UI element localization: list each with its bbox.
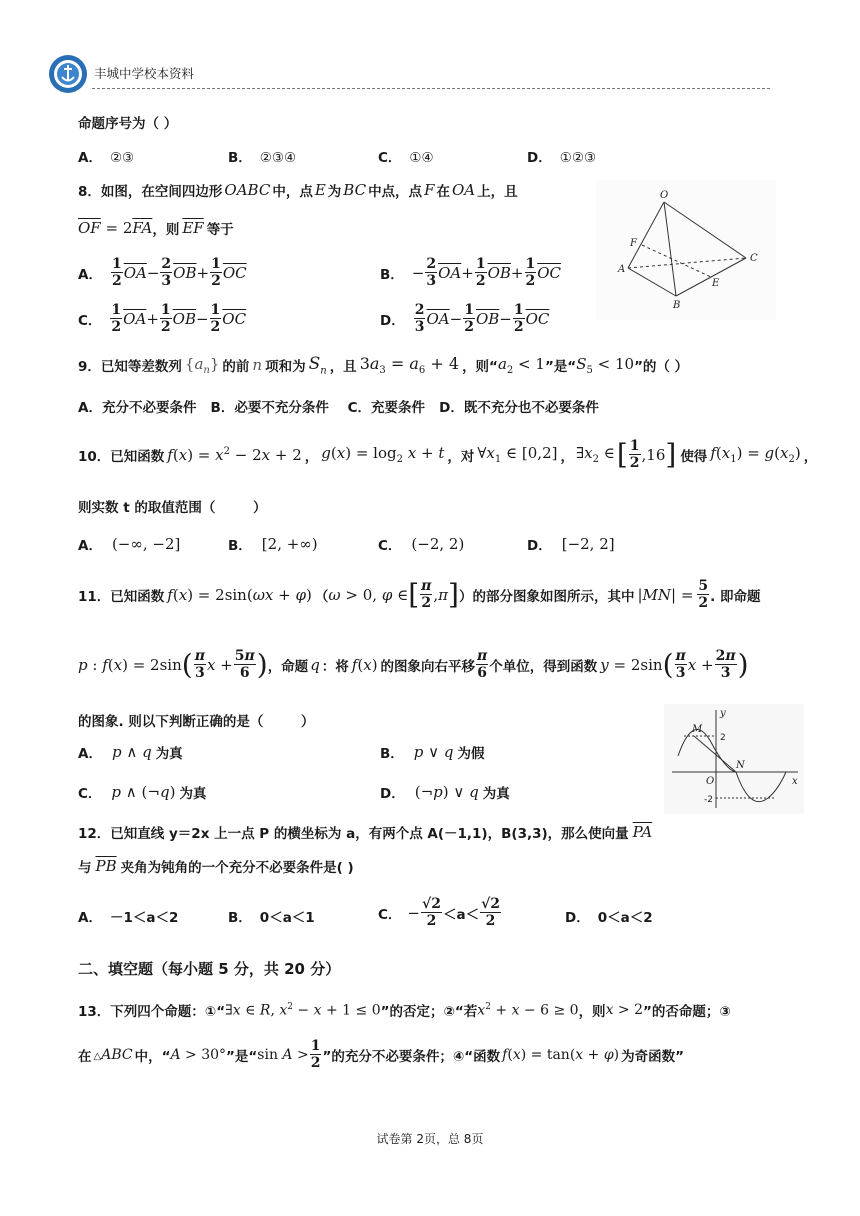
fig-label-b: B xyxy=(673,300,681,311)
q12-option-a: A． －1＜a＜2 xyxy=(78,910,179,926)
q11-option-c: C． p ∧ (¬q) 为真 xyxy=(78,783,207,802)
graph-label-x: x xyxy=(792,776,798,787)
q11-option-b: B． p ∨ q 为假 xyxy=(380,743,485,762)
graph-label-y: y xyxy=(720,708,726,719)
q12-line2: 与 $\overline{PB}$ 夹角为钝角的一个充分不必要条件是( ) xyxy=(78,857,354,876)
q11-prop-p: p : f(x) = 2sin ( $\frac{\pi}{3}$ x + $\frac{5\pi}{6}$ ) ，命题 q ：将 f(x) 的图象向右平移 $\frac{\pi}{6}$ 个单位，得到函数 y = 2sin ( $\frac{\pi}{3}$ x + $\frac{2\pi}{3}$ ) xyxy=(78,648,749,681)
q8-option-a: A． $\frac{1}{2}$ $\overline{OA}$ − $\frac{2}{3}$ $\overline{OB}$ + $\frac{1}{2}$ $\overline{OC}$ xyxy=(78,256,247,289)
q8-condition: $\overline{OF} = 2\overline{FA}$ ，则 $\overline{EF}$ 等于 xyxy=(78,219,234,238)
school-logo xyxy=(48,54,88,94)
q13-line1: 13． 下列四个命题：①“ ∃x ∈ R, $x^2 - x + 1 \le 0$ ”的否定；②“若 $x^2 + x - 6 \ge 0$ ，则 x > 2 ”的否命题；③ xyxy=(78,1001,731,1020)
fig-label-e: E xyxy=(712,278,720,289)
graph-label-m: M xyxy=(692,724,703,735)
q12-line1: 12． 已知直线 y＝2x 上一点 P 的横坐标为 a，有两个点 A(－1,1)，B(3,3)，那么使向量 $\overline{PA}$ xyxy=(78,823,653,842)
q8-option-b: B． − $\frac{2}{3}$ $\overline{OA}$ + $\frac{1}{2}$ $\overline{OB}$ + $\frac{1}{2}$ $\overline{OC}$ xyxy=(380,256,562,289)
q12-option-c: C． − $\frac{√2}{2}$ ＜a＜ $\frac{√2}{2}$ xyxy=(378,896,501,929)
q11-option-a: A． p ∧ q 为真 xyxy=(78,743,183,762)
q10-stem: 10． 已知函数 $f(x) = x^2 - 2x + 2$ ， $g(x) = \log_2 x + t$ ，对 $\forall x_1$ ∈ [0,2] ， $\exists x_2$ ∈ [ $\frac{1}{2}$ ,16 ] 使得 $f(x_1) = g(x_2)$ ， xyxy=(78,438,818,471)
q11-stem: 11． 已知函数 f(x) = 2sin(ωx + φ) （ ω > 0, φ ∈ [ $\frac{\pi}{2}$ , π ] ）的部分图象如图所示，其中 |MN| = $\frac{5}{2}$ . 即命题 xyxy=(78,578,761,611)
q8-stem: 8． 如图，在空间四边形 OABC 中，点 E 为 BC 中点，点 F 在 OA 上，且 xyxy=(78,181,518,200)
q11-line3: 的图象. 则以下判断正确的是（ ） xyxy=(78,714,315,730)
fig-label-a: A xyxy=(618,264,626,275)
q8-option-c: C． $\frac{1}{2}$ $\overline{OA}$ + $\frac{1}{2}$ $\overline{OB}$ − $\frac{1}{2}$ $\overline{OC}$ xyxy=(78,302,247,335)
header-school-name: 丰城中学校本资料 xyxy=(94,66,195,81)
q11-sine-graph xyxy=(664,704,804,814)
q12-option-d: D． 0＜a＜2 xyxy=(565,910,653,926)
q10-option-b: B． [2, +∞) xyxy=(228,535,318,554)
q9-options: A．充分不必要条件 B．必要不充分条件 C．充要条件 D．既不充分也不必要条件 xyxy=(78,400,599,416)
q8-option-d: D． $\frac{2}{3}$ $\overline{OA}$ − $\frac{1}{2}$ $\overline{OB}$ − $\frac{1}{2}$ $\overline{OC}$ xyxy=(380,302,550,335)
q11-option-d: D． (¬p) ∨ q 为真 xyxy=(380,783,510,802)
q13-line2: 在 △ABC 中，“ A > 30° ”是“ sin A > $\frac{1}{2}$ ”的充分不必要条件；④“函数 f(x) = tan(x + φ) 为奇函数” xyxy=(78,1038,684,1071)
q10-option-d: D． [−2, 2] xyxy=(527,535,615,554)
fig-label-f: F xyxy=(630,238,637,249)
graph-label-o: O xyxy=(706,776,715,787)
q9-stem: 9． 已知等差数列 $\{a_n\}$ 的前 n 项和为 $S_n$ ，且 $3a_3 = a_6 + 4$ ，则“ $a_2 < 1$ ”是“ $S_5 < 10$ ”的（ ） xyxy=(78,354,689,377)
q8-cond-formula: $\overline{OF} = 2\overline{FA}$ xyxy=(78,219,153,237)
q12-option-b: B． 0＜a＜1 xyxy=(228,910,315,926)
q7-option-d: D． ①②③ xyxy=(527,150,597,166)
page-footer: 试卷第 2页，总 8页 xyxy=(376,1132,484,1146)
q7-option-a: A． ②③ xyxy=(78,150,135,166)
fig-label-c: C xyxy=(750,253,758,264)
q7-option-c: C． ①④ xyxy=(378,150,434,166)
q8-tetrahedron-figure xyxy=(596,180,776,320)
section-title: 二、填空题（每小题 5 分，共 20 分） xyxy=(78,960,341,978)
q7-option-b: B． ②③④ xyxy=(228,150,297,166)
q10-line2: 则实数 t 的取值范围（ ） xyxy=(78,500,267,516)
header-divider xyxy=(92,88,770,89)
graph-tick-neg2: -2 xyxy=(704,795,713,805)
q10-option-c: C． (−2, 2) xyxy=(378,535,465,554)
q10-option-a: A． (−∞, −2] xyxy=(78,535,181,554)
q7-tail-text: 命题序号为（ ） xyxy=(78,116,178,132)
fig-label-o: O xyxy=(660,190,669,201)
graph-label-n: N xyxy=(736,760,745,771)
graph-tick-2: 2 xyxy=(720,733,726,743)
